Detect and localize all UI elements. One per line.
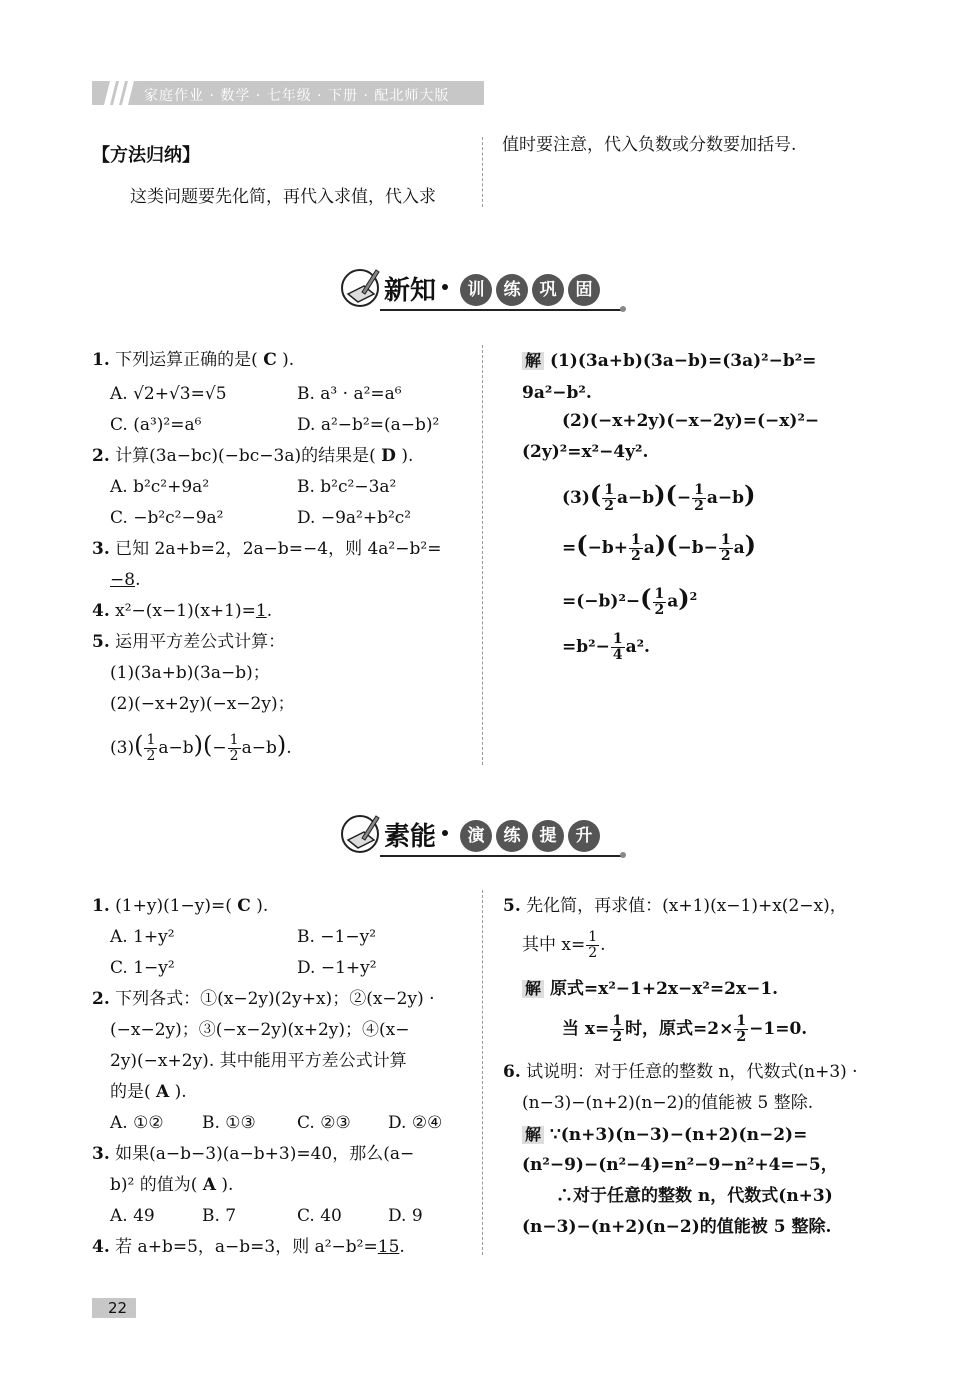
- title-dot: [442, 830, 448, 836]
- question-5-part-3: (3)( $\frac{1}{2}$ a−b)(− $\frac{1}{2}$ a−b).: [110, 731, 292, 764]
- solution-line: 解 (1)(3a+b)(3a−b)=(3a)²−b²=: [522, 352, 816, 370]
- section-title: 新知: [384, 276, 437, 306]
- question-2: 2. 下列各式：①(x−2y)(2y+x)；②(x−2y) ·: [92, 989, 435, 1009]
- option-b: B. 7: [202, 1206, 237, 1226]
- question-3: 3. 已知 2a+b=2，2a−b=−4，则 4a²−b²=: [92, 539, 442, 559]
- banner-underline: [380, 855, 622, 857]
- method-line-2: 值时要注意，代入负数或分数要加括号.: [502, 135, 797, 155]
- solution-line: 当 x= $\frac{1}{2}$ 时，原式=2× $\frac{1}{2}$ −1=0.: [562, 1013, 808, 1045]
- question-5: 5. 运用平方差公式计算：: [92, 632, 286, 652]
- slash-stripes-icon: [98, 81, 134, 105]
- badge-char: 练: [496, 820, 528, 852]
- question-4: 4. 若 a+b=5，a−b=3，则 a²−b²=15.: [92, 1237, 405, 1257]
- solution-line: (3)( $\frac{1}{2}$ a−b)(− $\frac{1}{2}$ a−b): [562, 480, 756, 514]
- option-a: A. 1+y²: [110, 927, 175, 947]
- banner-underline: [380, 309, 622, 311]
- option-b: B. −1−y²: [297, 927, 377, 947]
- option-d: D. a²−b²=(a−b)²: [297, 415, 440, 435]
- option-a: A. b²c²+9a²: [110, 477, 210, 497]
- question-1: 1. 下列运算正确的是( C ).: [92, 350, 295, 370]
- option-c: C. −b²c²−9a²: [110, 508, 224, 528]
- badge-char: 提: [532, 820, 564, 852]
- page-number: [92, 1298, 136, 1318]
- question-5-line: 其中 x= $\frac{1}{2}$ .: [522, 929, 606, 961]
- option-d: D. 9: [388, 1206, 423, 1226]
- question-2-line: 2y)(−x+2y). 其中能用平方差公式计算: [110, 1051, 407, 1071]
- badge-char: 训: [460, 274, 492, 306]
- solution-line: ∴对于任意的整数 n，代数式(n+3): [556, 1186, 833, 1206]
- method-line-1: 这类问题要先化简，再代入求值，代入求: [130, 187, 436, 207]
- solution-line: 解 ∵(n+3)(n−3)−(n+2)(n−2)=: [522, 1126, 807, 1144]
- column-divider: [482, 890, 483, 1255]
- question-6: 6. 试说明：对于任意的整数 n，代数式(n+3) ·: [503, 1062, 858, 1082]
- solution-line: (2y)²=x²−4y².: [522, 442, 649, 462]
- question-5-part-2: (2)(−x+2y)(−x−2y)；: [110, 694, 295, 714]
- badge-char: 升: [568, 820, 600, 852]
- pencil-book-icon: [340, 264, 382, 308]
- option-c: C. (a³)²=a⁶: [110, 415, 202, 435]
- section-banner-xinzhi: [340, 262, 630, 314]
- question-1: 1. (1+y)(1−y)=( C ).: [92, 896, 269, 916]
- badge-char: 固: [568, 274, 600, 306]
- option-c: C. ②③: [297, 1113, 351, 1133]
- banner-tip: [620, 306, 626, 312]
- option-c: C. 1−y²: [110, 958, 175, 978]
- question-3: 3. 如果(a−b−3)(a−b+3)=40，那么(a−: [92, 1144, 415, 1164]
- option-d: D. −1+y²: [297, 958, 377, 978]
- question-3-answer: −8.: [110, 570, 141, 590]
- option-b: B. ①③: [202, 1113, 256, 1133]
- solution-line: (n²−9)−(n²−4)=n²−9−n²+4=−5，: [522, 1155, 838, 1175]
- pencil-book-icon: [340, 810, 382, 854]
- solution-line: (n−3)−(n+2)(n−2)的值能被 5 整除.: [522, 1217, 832, 1237]
- option-a: A. √2+√3=√5: [110, 384, 227, 404]
- option-a: A. ①②: [110, 1113, 164, 1133]
- question-6-line: (n−3)−(n+2)(n−2)的值能被 5 整除.: [522, 1093, 814, 1113]
- question-2-line: (−x−2y)；③(−x−2y)(x+2y)；④(x−: [110, 1020, 410, 1040]
- question-2-line: 的是( A ).: [110, 1082, 187, 1102]
- title-dot: [442, 284, 448, 290]
- column-divider: [482, 345, 483, 765]
- badge-char: 练: [496, 274, 528, 306]
- option-b: B. b²c²−3a²: [297, 477, 397, 497]
- solution-line: =(−b+ $\frac{1}{2}$ a)(−b− $\frac{1}{2}$ a): [562, 530, 756, 564]
- question-2: 2. 计算(3a−bc)(−bc−3a)的结果是( D ).: [92, 446, 414, 466]
- question-5: 5. 先化简，再求值：(x+1)(x−1)+x(2−x)，: [503, 896, 847, 916]
- running-header: [92, 81, 484, 105]
- solution-line: 解 原式=x²−1+2x−x²=2x−1.: [522, 980, 778, 998]
- method-title: 【方法归纳】: [92, 145, 200, 166]
- option-b: B. a³ · a²=a⁶: [297, 384, 402, 404]
- option-c: C. 40: [297, 1206, 342, 1226]
- question-5-part-1: (1)(3a+b)(3a−b)；: [110, 663, 270, 683]
- column-divider: [482, 137, 483, 207]
- option-d: D. ②④: [388, 1113, 443, 1133]
- question-3-line: b)² 的值为( A ).: [110, 1175, 234, 1195]
- solution-line: (2)(−x+2y)(−x−2y)=(−x)²−: [562, 411, 820, 431]
- banner-tip: [620, 852, 626, 858]
- section-title: 素能: [384, 822, 437, 852]
- badge-char: 演: [460, 820, 492, 852]
- question-4: 4. x²−(x−1)(x+1)=1.: [92, 601, 273, 621]
- solution-line: 9a²−b².: [522, 383, 592, 403]
- section-banner-suneng: [340, 808, 630, 860]
- option-d: D. −9a²+b²c²: [297, 508, 412, 528]
- badge-char: 巩: [532, 274, 564, 306]
- solution-line: =b²− $\frac{1}{4}$ a².: [562, 631, 650, 663]
- header-text: 家庭作业 · 数学 · 七年级 · 下册 · 配北师大版: [144, 88, 450, 104]
- solution-line: =(−b)²−( $\frac{1}{2}$ a)$^2$: [562, 583, 698, 618]
- option-a: A. 49: [110, 1206, 155, 1226]
- page-number-text: 22: [108, 1299, 128, 1317]
